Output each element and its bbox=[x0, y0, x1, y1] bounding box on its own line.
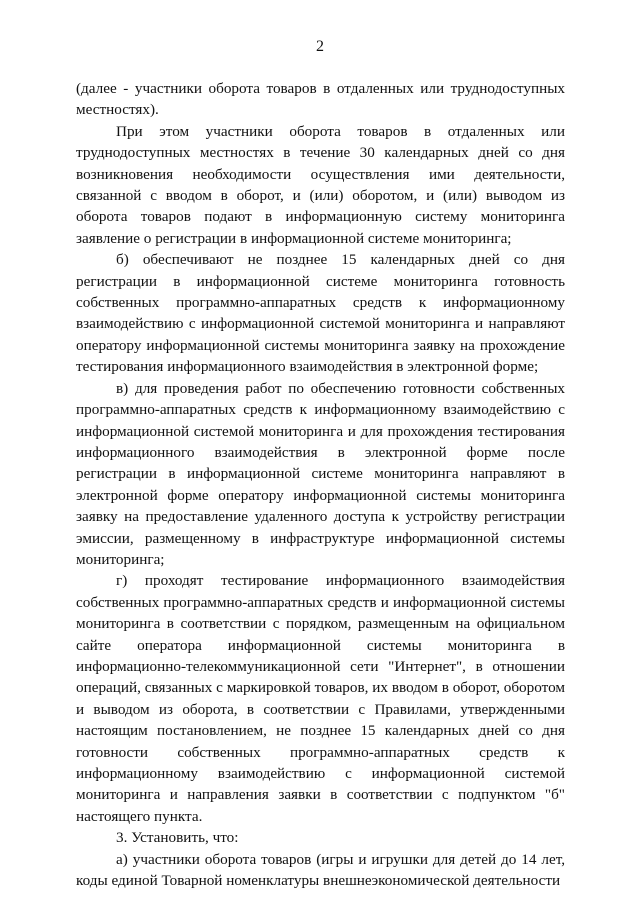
paragraph-continuation: (далее - участники оборота товаров в отдаленных или труднодоступных местностях). bbox=[76, 80, 565, 119]
paragraph-section-3-heading: 3. Установить, что: bbox=[116, 829, 239, 847]
paragraph-registration-deadline: При этом участники оборота товаров в отдаленных или труднодоступных местностях в течение 30 календарных дней со дня возникновения необходимости осуществления ими деятельности, связанной с вводом в оборот, и (или) оборотом, и (или) выводом из оборота товаров подают в информационную систему мониторинга заявление о регистрации в информационной системе мониторинга; bbox=[76, 122, 565, 247]
paragraph-item-b: б) обеспечивают не позднее 15 календарных дней со дня регистрации в информационной системе мониторинга готовность собственных программно-аппаратных средств к информационному взаимодействию с информационной системой мониторинга и направляют оператору информационной системы мониторинга заявку на прохождение тестирования информационного взаимодействия в электронной форме; bbox=[76, 251, 565, 376]
page-number: 2 bbox=[316, 38, 324, 55]
document-body bbox=[76, 78, 565, 891]
paragraph-item-v: в) для проведения работ по обеспечению готовности собственных программно-аппаратных средств к информационному взаимодействию с информационной системой мониторинга и для прохождения тестирования информационного взаимодействия в электронной форме после регистрации в информационной системе мониторинга направляют в электронной форме оператору информационной системы мониторинга заявку на предоставление удаленного доступа к устройству регистрации эмиссии, размещенному в инфраструктуре информационной системы мониторинга; bbox=[76, 379, 565, 568]
paragraph-item-g: г) проходят тестирование информационного взаимодействия собственных программно-аппаратных средств и информационной системы мониторинга в соответствии с порядком, размещенным на официальном сайте оператора информационной системы мониторинга в информационно-телекоммуникационной сети "Интернет", в отношении операций, связанных с маркировкой товаров, их вводом в оборот, оборотом и выводом из оборота, в соответствии с Правилами, утвержденными настоящим постановлением, не позднее 15 календарных дней со дня готовности собственных программно-аппаратных средств к информационному взаимодействию с информационной системой мониторинга и направления заявки в соответствии с подпунктом "б" настоящего пункта. bbox=[76, 572, 565, 825]
paragraph-item-a: а) участники оборота товаров (игры и игрушки для детей до 14 лет, коды единой Товарной номенклатуры внешнеэкономической деятельности bbox=[76, 850, 565, 890]
